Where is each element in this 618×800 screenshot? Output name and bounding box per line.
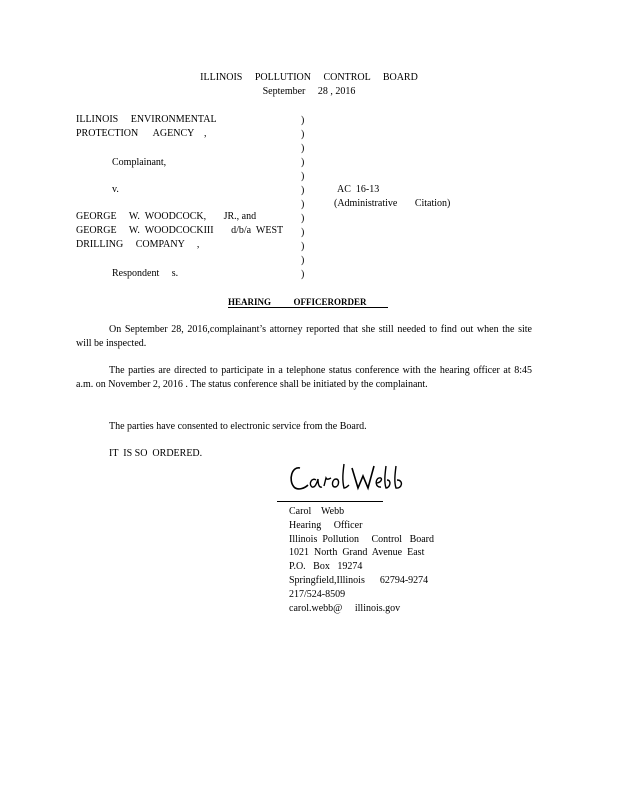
caption-paren: )	[301, 157, 305, 168]
signature-line	[277, 501, 383, 502]
so-ordered: IT IS SO ORDERED.	[109, 448, 203, 459]
complainant-role: Complainant,	[112, 157, 167, 168]
signer-email: carol.webb@ illinois.gov	[289, 602, 401, 614]
caption-paren: )	[301, 185, 305, 196]
caption-paren: )	[301, 143, 305, 154]
paragraph-site-inspection: On September 28, 2016,complainant’s attorney reported that she still needed to find out when the site will be inspected.	[76, 324, 532, 349]
order-date: September 28 , 2016	[262, 86, 356, 97]
complainant-name-line2: PROTECTION AGENCY ,	[76, 128, 207, 139]
signer-agency: Illinois Pollution Control Board	[289, 533, 435, 545]
caption-paren: )	[301, 241, 305, 252]
signer-city: Springfield,Illinois 62794-9274	[289, 574, 429, 586]
signer-name: Carol Webb	[289, 506, 345, 517]
order-title: HEARING OFFICERORDER	[228, 297, 388, 308]
handwritten-signature	[286, 458, 416, 498]
caption-paren: )	[301, 213, 305, 224]
caption-paren: )	[301, 199, 305, 210]
signer-title: Hearing Officer	[289, 519, 363, 531]
caption-parentheses	[301, 114, 311, 282]
caption-paren: )	[301, 227, 305, 238]
signer-po-box: P.O. Box 19274	[289, 561, 363, 573]
signer-phone: 217/524-8509	[289, 588, 346, 600]
case-number: AC 16-13	[337, 184, 380, 195]
respondent-name-line2: GEORGE W. WOODCOCKIII d/b/a WEST	[76, 225, 284, 236]
caption-paren: )	[301, 115, 305, 126]
case-type: (Administrative Citation)	[334, 198, 451, 209]
signer-street: 1021 North Grand Avenue East	[289, 547, 425, 559]
caption-paren: )	[301, 255, 305, 266]
versus-label: v.	[112, 184, 119, 195]
caption-paren: )	[301, 269, 305, 280]
caption-paren: )	[301, 129, 305, 140]
board-name: ILLINOIS POLLUTION CONTROL BOARD	[200, 72, 418, 83]
respondent-role: Respondent s.	[112, 268, 179, 279]
paragraph-status-conference: The parties are directed to participate in a telephone status conference with the hearing officer at 8:45 a.m. on November 2, 2016 . The status conference shall be initiated by the complainant.	[76, 365, 532, 390]
caption-paren: )	[301, 171, 305, 182]
signature-block	[289, 505, 434, 615]
respondent-name-line1: GEORGE W. WOODCOCK, JR., and	[76, 211, 257, 222]
complainant-name-line1: ILLINOIS ENVIRONMENTAL	[76, 114, 217, 125]
paragraph-electronic-service: The parties have consented to electronic service from the Board.	[109, 421, 367, 432]
respondent-name-line3: DRILLING COMPANY ,	[76, 239, 200, 250]
